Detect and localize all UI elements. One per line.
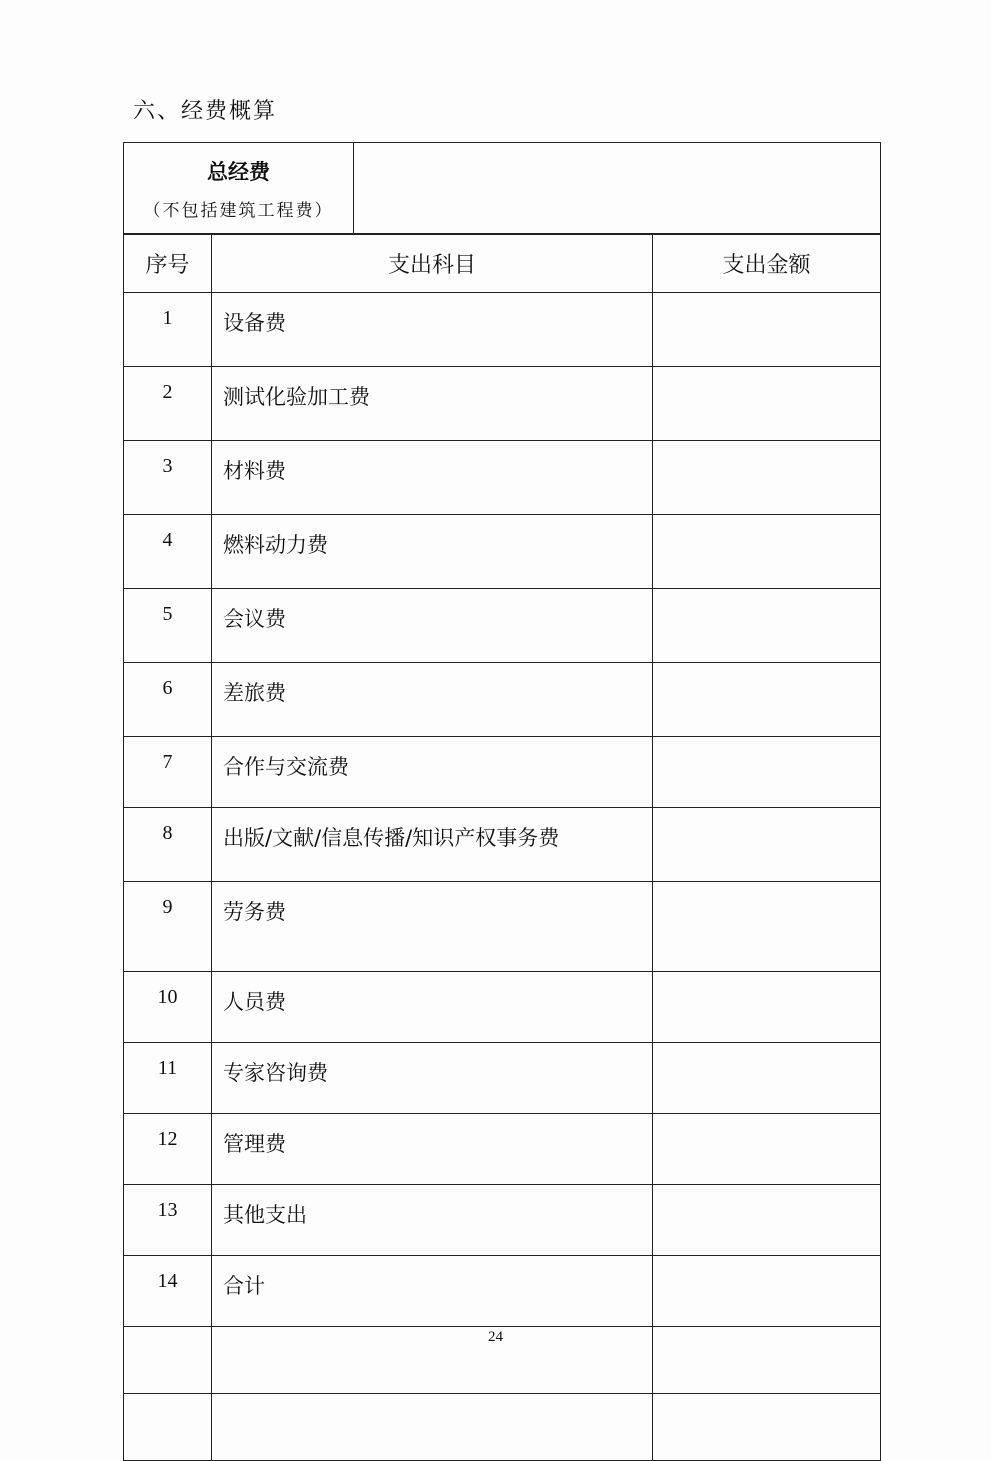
row-amount[interactable]: [653, 663, 881, 737]
table-row: [124, 515, 881, 589]
row-seq: 3: [124, 441, 212, 515]
row-item: 管理费: [212, 1114, 653, 1185]
row-amount[interactable]: [653, 1043, 881, 1114]
row-amount[interactable]: [653, 882, 881, 972]
table-row: [124, 1185, 881, 1256]
section-title: 六、经费概算: [133, 99, 278, 124]
row-seq: 2: [124, 367, 212, 441]
row-seq: 4: [124, 515, 212, 589]
row-item: 人员费: [212, 972, 653, 1043]
row-item: 差旅费: [212, 663, 653, 737]
blank-row: [124, 1394, 881, 1461]
table-row: [124, 808, 881, 882]
row-amount[interactable]: [653, 441, 881, 515]
total-budget-value[interactable]: [354, 143, 881, 234]
row-amount[interactable]: [653, 808, 881, 882]
table-row: [124, 589, 881, 663]
row-item: 专家咨询费: [212, 1043, 653, 1114]
row-amount[interactable]: [653, 1256, 881, 1327]
table-row: [124, 293, 881, 367]
row-seq: 11: [124, 1043, 212, 1114]
row-amount[interactable]: [653, 367, 881, 441]
blank-item[interactable]: [212, 1394, 653, 1461]
row-amount[interactable]: [653, 293, 881, 367]
row-item: 劳务费: [212, 882, 653, 972]
row-amount[interactable]: [653, 1185, 881, 1256]
table-row: [124, 882, 881, 972]
row-item: 其他支出: [212, 1185, 653, 1256]
table-row: [124, 1114, 881, 1185]
row-seq: 14: [124, 1256, 212, 1327]
row-item: 设备费: [212, 293, 653, 367]
expense-table: [123, 234, 881, 1461]
row-item: 测试化验加工费: [212, 367, 653, 441]
row-seq: 1: [124, 293, 212, 367]
row-item: 会议费: [212, 589, 653, 663]
table-row: [124, 441, 881, 515]
row-seq: 8: [124, 808, 212, 882]
row-seq: 10: [124, 972, 212, 1043]
row-seq: 9: [124, 882, 212, 972]
row-amount[interactable]: [653, 737, 881, 808]
table-row: [124, 737, 881, 808]
budget-form: [123, 142, 881, 1461]
header-seq: 序号: [124, 235, 212, 293]
header-item: 支出科目: [212, 235, 653, 293]
total-budget-label: 总经费: [207, 159, 270, 184]
total-budget-table: [123, 142, 881, 234]
row-amount[interactable]: [653, 1114, 881, 1185]
row-item: 出版/文献/信息传播/知识产权事务费: [212, 808, 653, 882]
blank-seq[interactable]: [124, 1394, 212, 1461]
row-amount[interactable]: [653, 515, 881, 589]
blank-amount[interactable]: [653, 1394, 881, 1461]
table-row: [124, 663, 881, 737]
row-seq: 13: [124, 1185, 212, 1256]
row-item: 燃料动力费: [212, 515, 653, 589]
row-item: 材料费: [212, 441, 653, 515]
page-number: 24: [488, 1329, 503, 1345]
row-seq: 5: [124, 589, 212, 663]
row-seq: 7: [124, 737, 212, 808]
total-budget-note: （不包括建筑工程费）: [143, 200, 334, 221]
total-budget-label-cell: [124, 143, 354, 234]
row-amount[interactable]: [653, 972, 881, 1043]
row-amount[interactable]: [653, 589, 881, 663]
table-row: [124, 1043, 881, 1114]
table-row: [124, 1256, 881, 1327]
row-item: 合计: [212, 1256, 653, 1327]
row-seq: 6: [124, 663, 212, 737]
table-row: [124, 367, 881, 441]
expense-table-header: [124, 235, 881, 293]
row-item: 合作与交流费: [212, 737, 653, 808]
table-row: [124, 972, 881, 1043]
header-amount: 支出金额: [653, 235, 881, 293]
row-seq: 12: [124, 1114, 212, 1185]
